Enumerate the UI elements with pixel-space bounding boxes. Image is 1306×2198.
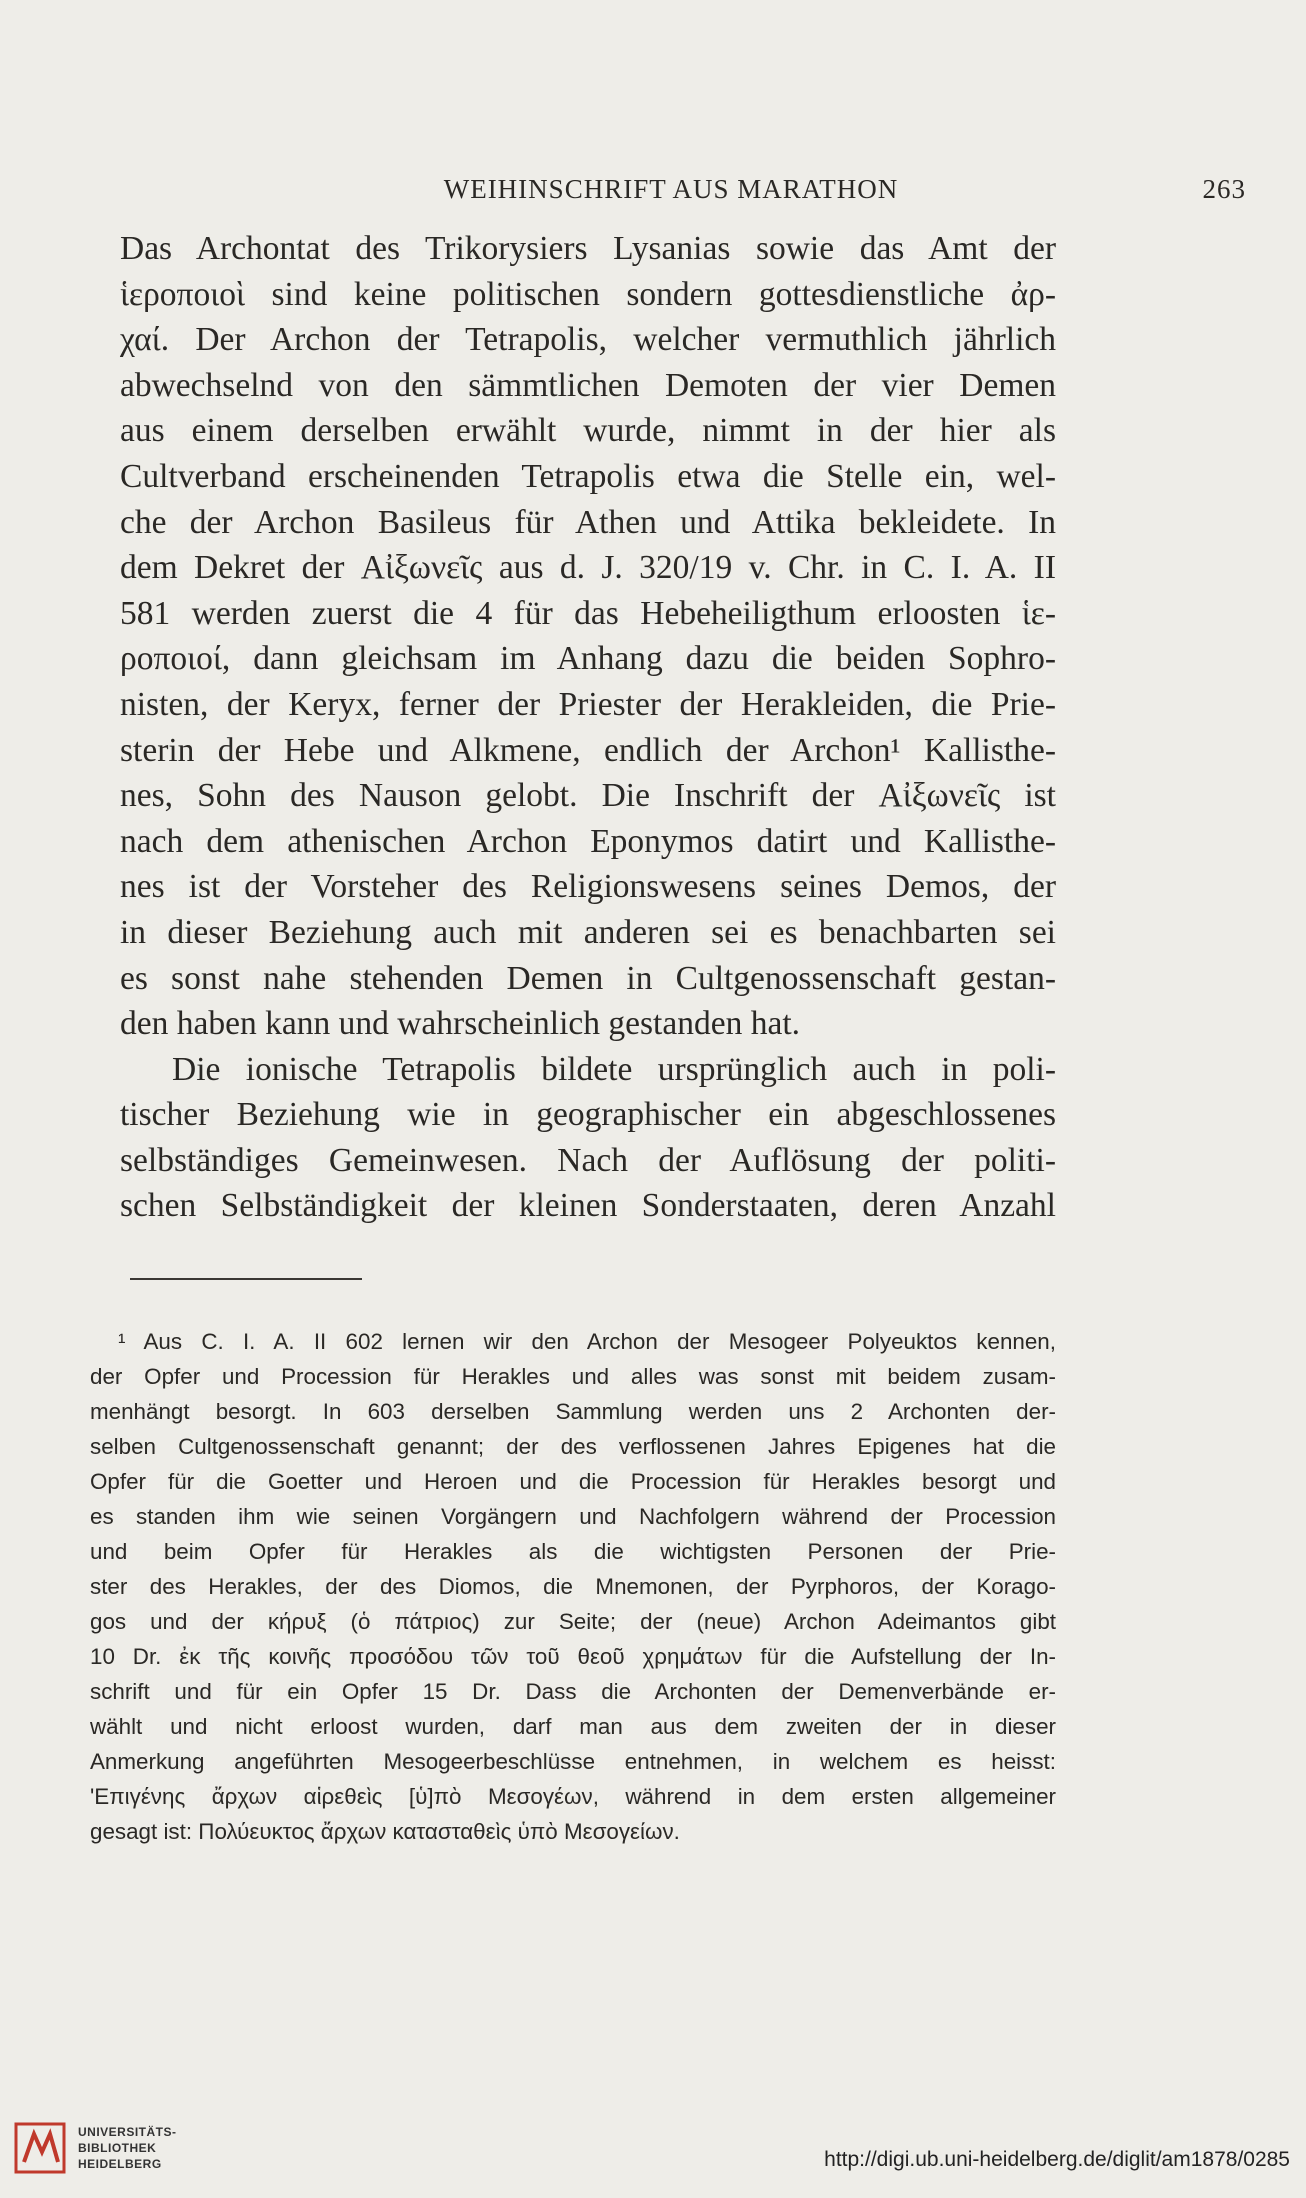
- text-line: dem Dekret der Αἰξωνεῖς aus d. J. 320/19 v. Chr. in C. I. A. II: [120, 549, 1056, 587]
- footnote-line: schrift und für ein Opfer 15 Dr. Dass die Archonten der Demenverbände er-: [90, 1679, 1056, 1704]
- text-line: sterin der Hebe und Alkmene, endlich der Archon¹ Kallisthe-: [120, 731, 1056, 769]
- running-title: WEIHINSCHRIFT AUS MARATHON: [443, 174, 899, 204]
- text-line: 581 werden zuerst die 4 für das Hebeheiligthum erloosten ἱε-: [120, 594, 1056, 632]
- text-line: Die ionische Tetrapolis bildete ursprünglich auch in poli-: [172, 1050, 1056, 1088]
- text-line: nes ist der Vorsteher des Religionswesens seines Demos, der: [120, 868, 1056, 906]
- footnote-line: der Opfer und Procession für Herakles und alles was sonst mit beidem zusam-: [90, 1364, 1056, 1389]
- text-line: nisten, der Keryx, ferner der Priester der Herakleiden, die Prie-: [120, 685, 1056, 723]
- text-line: ροποιοί, dann gleichsam im Anhang dazu die beiden Sophro-: [120, 640, 1056, 678]
- footnote-line: es standen ihm wie seinen Vorgängern und Nachfolgern während der Procession: [90, 1504, 1056, 1529]
- footnote-line: 10 Dr. ἐκ τῆς κοινῆς προσόδου τῶν τοῦ θεοῦ χρημάτων für die Aufstellung der In-: [90, 1644, 1056, 1669]
- text-line: che der Archon Basileus für Athen und Attika bekleidete. In: [120, 503, 1056, 541]
- footnote-line: 'Επιγένης ἄρχων αἱρεθεὶς [ὑ]πὸ Μεσογέων, während in dem ersten allgemeiner: [90, 1784, 1056, 1809]
- page-number: 263: [1202, 174, 1246, 204]
- footnote-line: Opfer für die Goetter und Heroen und die Procession für Herakles besorgt und: [90, 1469, 1056, 1494]
- source-url-link[interactable]: http://digi.ub.uni-heidelberg.de/diglit/am1878/0285: [824, 2148, 1290, 2171]
- main-text: [120, 226, 1056, 1229]
- text-line: schen Selbständigkeit der kleinen Sonderstaaten, deren Anzahl: [120, 1187, 1056, 1225]
- library-name-line: UNIVERSITÄTS-: [78, 2125, 177, 2139]
- library-logo[interactable]: [14, 2118, 184, 2178]
- text-line: aus einem derselben erwählt wurde, nimmt in der hier als: [120, 412, 1056, 450]
- footnote-line: und beim Opfer für Herakles als die wichtigsten Personen der Prie-: [90, 1539, 1056, 1564]
- footnote-line: gos und der κήρυξ (ὁ πάτριος) zur Seite; der (neue) Archon Adeimantos gibt: [90, 1609, 1056, 1634]
- library-name: [78, 2124, 177, 2172]
- library-emblem-icon: [14, 2122, 66, 2174]
- footnote: [90, 1324, 1056, 1849]
- footnote-line: ¹ Aus C. I. A. II 602 lernen wir den Archon der Mesogeer Polyeuktos kennen,: [118, 1329, 1056, 1354]
- text-line: ἱεροποιοὶ sind keine politischen sondern gottesdienstliche ἀρ-: [120, 275, 1056, 313]
- text-line: es sonst nahe stehenden Demen in Cultgenossenschaft gestan-: [120, 959, 1056, 997]
- text-line: χαί. Der Archon der Tetrapolis, welcher vermuthlich jährlich: [120, 321, 1056, 359]
- footnote-line: Anmerkung angeführten Mesogeerbeschlüsse entnehmen, in welchem es heisst:: [90, 1749, 1056, 1774]
- library-name-line: BIBLIOTHEK: [78, 2141, 157, 2155]
- footnote-line: gesagt ist: Πολύευκτος ἄρχων κατασταθεὶς ὑπὸ Μεσογείων.: [90, 1819, 680, 1844]
- text-line: selbständiges Gemeinwesen. Nach der Auflösung der politi-: [120, 1141, 1056, 1179]
- footnote-line: menhängt besorgt. In 603 derselben Sammlung werden uns 2 Archonten der-: [90, 1399, 1056, 1424]
- text-line: Das Archontat des Trikorysiers Lysanias sowie das Amt der: [120, 230, 1056, 267]
- running-header: [96, 170, 1246, 210]
- text-line: abwechselnd von den sämmtlichen Demoten der vier Demen: [120, 366, 1056, 404]
- library-name-line: HEIDELBERG: [78, 2157, 162, 2171]
- text-line: Cultverband erscheinenden Tetrapolis etwa die Stelle ein, wel-: [120, 457, 1056, 495]
- footnote-line: wählt und nicht erloost wurden, darf man aus dem zweiten der in dieser: [90, 1714, 1056, 1739]
- text-line: tischer Beziehung wie in geographischer ein abgeschlossenes: [120, 1096, 1056, 1134]
- text-line: nach dem athenischen Archon Eponymos datirt und Kallisthe-: [120, 822, 1056, 860]
- text-line: in dieser Beziehung auch mit anderen sei es benachbarten sei: [120, 913, 1056, 951]
- footnote-line: selben Cultgenossenschaft genannt; der des verflossenen Jahres Epigenes hat die: [90, 1434, 1056, 1459]
- text-line: den haben kann und wahrscheinlich gestanden hat.: [120, 1005, 801, 1043]
- footnote-separator: [130, 1278, 362, 1280]
- footnote-line: ster des Herakles, der des Diomos, die Mnemonen, der Pyrphoros, der Korago-: [90, 1574, 1056, 1599]
- text-line: nes, Sohn des Nauson gelobt. Die Inschrift der Αἰξωνεῖς ist: [120, 777, 1056, 815]
